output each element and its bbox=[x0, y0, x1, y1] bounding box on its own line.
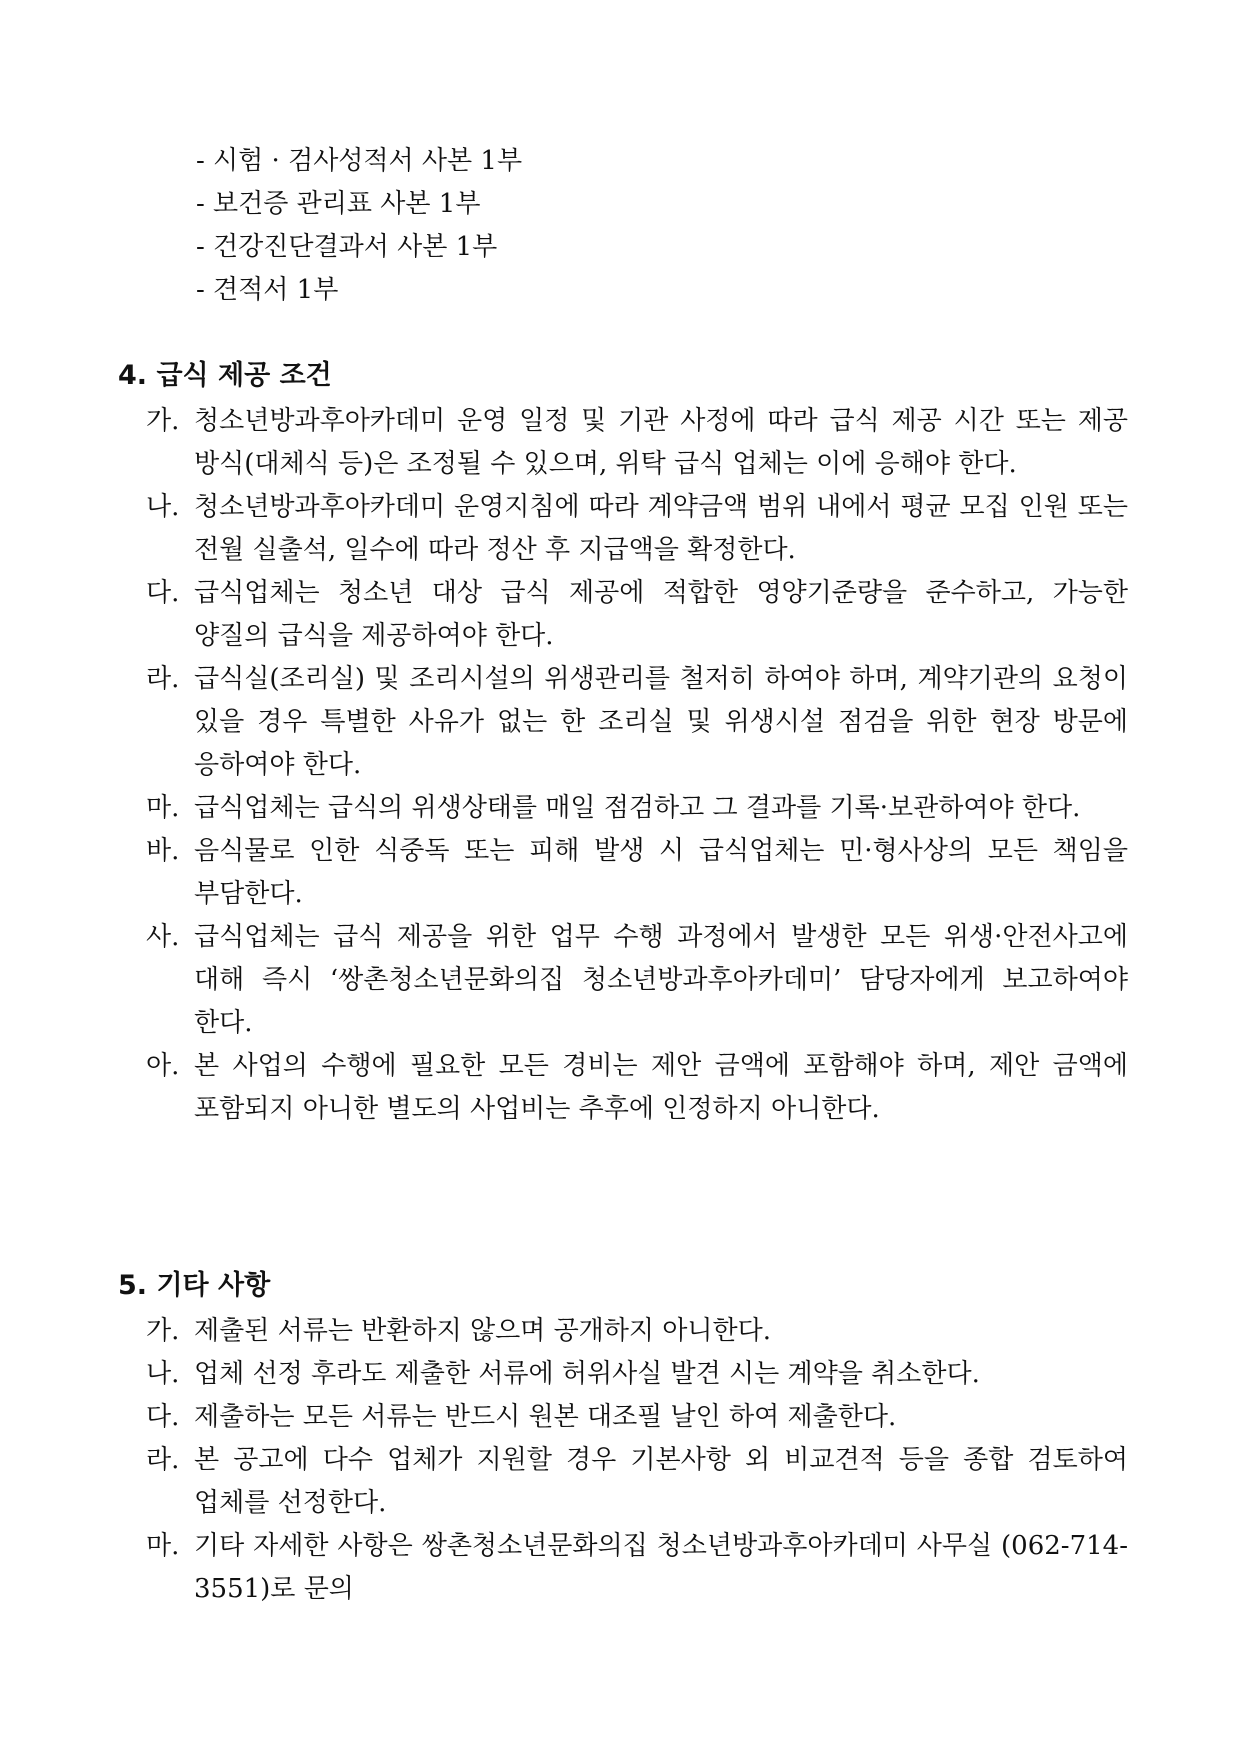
item-marker: 라. bbox=[146, 664, 180, 694]
item-text: 본 사업의 수행에 필요한 모든 경비는 제안 금액에 포함해야 하며, 제안 금액에 포함되지 아니한 별도의 사업비는 추후에 인정하지 아니한다. bbox=[194, 1051, 1128, 1124]
item-text: 급식실(조리실) 및 조리시설의 위생관리를 철저히 하여야 하며, 계약기관의 요청이 있을 경우 특별한 사유가 없는 한 조리실 및 위생시설 점검을 위한 현장 방문에 응하여야 한다. bbox=[194, 664, 1128, 780]
item-text: 제출된 서류는 반환하지 않으며 공개하지 아니한다. bbox=[194, 1316, 772, 1346]
section-other-matters bbox=[118, 1266, 1128, 1611]
item-text: 업체 선정 후라도 제출한 서류에 허위사실 발견 시는 계약을 취소한다. bbox=[194, 1359, 980, 1389]
list-item bbox=[118, 1353, 1128, 1396]
item-text: 본 공고에 다수 업체가 지원할 경우 기본사항 외 비교견적 등을 종합 검토하여 업체를 선정한다. bbox=[194, 1445, 1128, 1518]
list-item bbox=[118, 658, 1128, 787]
other-list bbox=[118, 1310, 1128, 1611]
attachment-item: - 시험 · 검사성적서 사본 1부 bbox=[196, 146, 523, 176]
item-marker: 다. bbox=[146, 578, 180, 608]
list-item bbox=[118, 916, 1128, 1045]
list-item bbox=[118, 572, 1128, 658]
section-title: 5. 기타 사항 bbox=[118, 1270, 271, 1301]
item-marker: 바. bbox=[146, 836, 180, 866]
item-text: 급식업체는 급식의 위생상태를 매일 점검하고 그 결과를 기록·보관하여야 한다. bbox=[194, 793, 1081, 823]
item-text: 청소년방과후아카데미 운영 일정 및 기관 사정에 따라 급식 제공 시간 또는 제공 방식(대체식 등)은 조정될 수 있으며, 위탁 급식 업체는 이에 응해야 한다. bbox=[194, 406, 1128, 479]
item-marker: 나. bbox=[146, 492, 180, 522]
item-text: 급식업체는 청소년 대상 급식 제공에 적합한 영양기준량을 준수하고, 가능한 양질의 급식을 제공하여야 한다. bbox=[194, 578, 1128, 651]
list-item bbox=[118, 1439, 1128, 1525]
attachment-list bbox=[196, 140, 522, 312]
attachment-item: - 견적서 1부 bbox=[196, 275, 339, 305]
item-text: 청소년방과후아카데미 운영지침에 따라 계약금액 범위 내에서 평균 모집 인원 또는 전월 실출석, 일수에 따라 정산 후 지급액을 확정한다. bbox=[194, 492, 1128, 565]
list-item bbox=[118, 400, 1128, 486]
list-item bbox=[118, 1396, 1128, 1439]
item-text: 급식업체는 급식 제공을 위한 업무 수행 과정에서 발생한 모든 위생·안전사고에 대해 즉시 ‘쌍촌청소년문화의집 청소년방과후아카데미’ 담당자에게 보고하여야 한다. bbox=[194, 922, 1128, 1038]
item-marker: 다. bbox=[146, 1402, 180, 1432]
item-text: 기타 자세한 사항은 쌍촌청소년문화의집 청소년방과후아카데미 사무실 (062-714-3551)로 문의 bbox=[194, 1531, 1128, 1604]
list-item bbox=[118, 486, 1128, 572]
item-marker: 아. bbox=[146, 1051, 180, 1081]
item-marker: 마. bbox=[146, 1531, 180, 1561]
item-marker: 사. bbox=[146, 922, 180, 952]
list-item bbox=[118, 1525, 1128, 1611]
item-marker: 가. bbox=[146, 1316, 180, 1346]
section-title: 4. 급식 제공 조건 bbox=[118, 360, 332, 391]
section-meal-conditions bbox=[118, 356, 1128, 1131]
list-item bbox=[118, 787, 1128, 830]
condition-list bbox=[118, 400, 1128, 1131]
item-marker: 가. bbox=[146, 406, 180, 436]
item-text: 제출하는 모든 서류는 반드시 원본 대조필 날인 하여 제출한다. bbox=[194, 1402, 897, 1432]
item-text: 음식물로 인한 식중독 또는 피해 발생 시 급식업체는 민·형사상의 모든 책임을 부담한다. bbox=[194, 836, 1128, 909]
list-item bbox=[118, 1310, 1128, 1353]
attachment-item: - 보건증 관리표 사본 1부 bbox=[196, 189, 481, 219]
attachment-item: - 건강진단결과서 사본 1부 bbox=[196, 232, 498, 262]
list-item bbox=[118, 830, 1128, 916]
list-item bbox=[118, 1045, 1128, 1131]
item-marker: 라. bbox=[146, 1445, 180, 1475]
item-marker: 나. bbox=[146, 1359, 180, 1389]
item-marker: 마. bbox=[146, 793, 180, 823]
